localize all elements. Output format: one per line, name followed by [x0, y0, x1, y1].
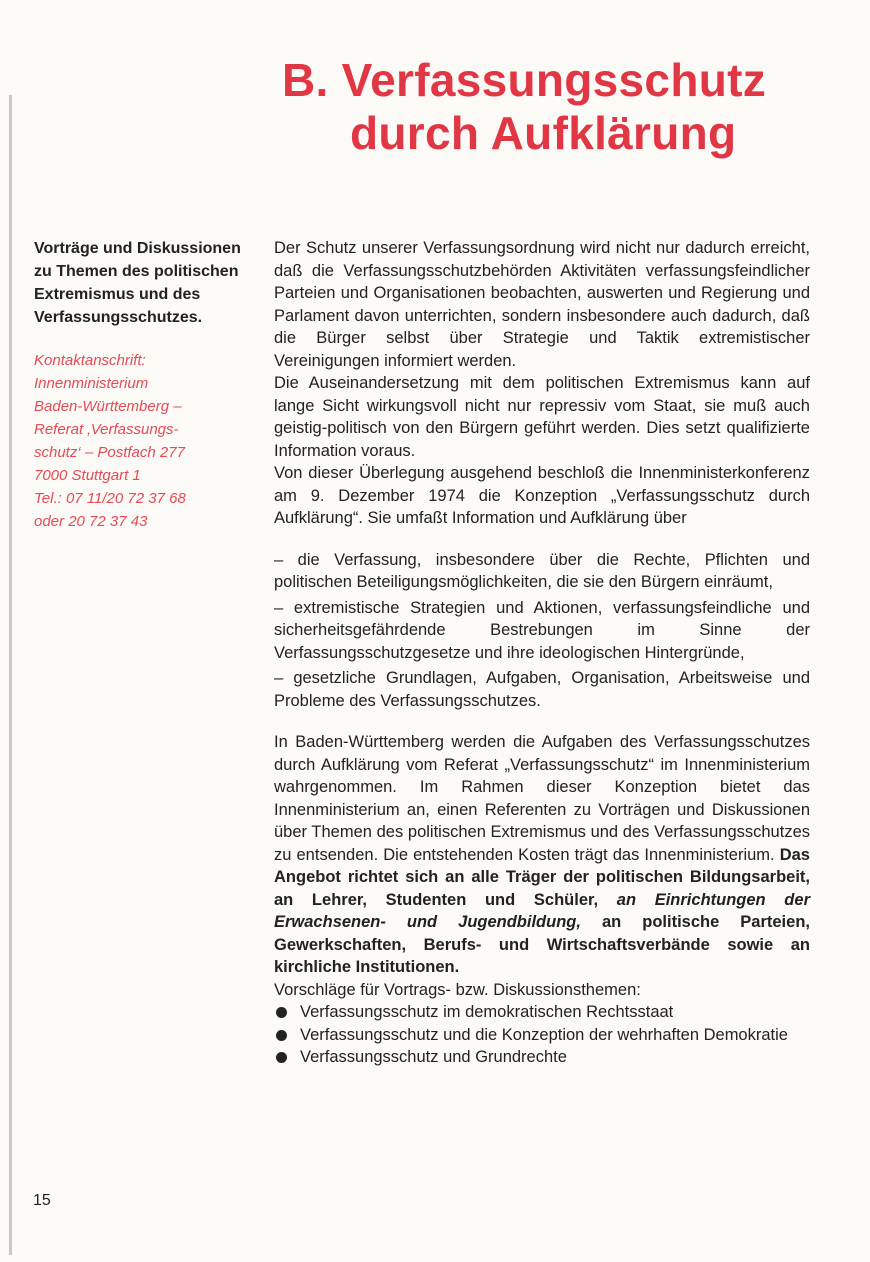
- information-topics-list: [274, 549, 810, 713]
- intro-paragraph: Von dieser Überlegung ausgehend beschloß die Innenministerkonferenz am 9. Dezember 1974 die Konzeption „Verfassungsschutz durch Aufklärung“. Sie umfaßt Information und Aufklärung über: [274, 464, 810, 527]
- contact-line: Kontaktanschrift:: [34, 352, 146, 369]
- title-line-2: durch Aufklärung: [350, 107, 737, 159]
- topic-label: Verfassungsschutz und Grundrechte: [300, 1048, 567, 1066]
- topic-item: [274, 1046, 810, 1069]
- intro-section: [274, 237, 810, 530]
- contact-address: [34, 349, 249, 533]
- contact-line: Innenministerium: [34, 375, 149, 392]
- contact-line: schutz‘ – Postfach 277: [34, 444, 185, 461]
- list-item: – extremistische Strategien und Aktionen, verfassungsfeindliche und sicherheitsgefährdende Bestrebungen im Sinne der Verfassungsschutzgesetze und ihre ideologischen Hintergründe,: [274, 598, 810, 662]
- list-item: – die Verfassung, insbesondere über die Rechte, Pflichten und politischen Beteiligungsmöglichkeiten, die sie den Bürgern einräumt,: [274, 550, 810, 591]
- bullet-dot-icon: [276, 1030, 287, 1041]
- contact-line: Tel.: 07 11/20 72 37 68: [34, 490, 186, 507]
- topic-item: [274, 1001, 810, 1024]
- intro-paragraph: Die Auseinandersetzung mit dem politischen Extremismus kann auf lange Sicht wirkungsvoll nicht nur repressiv vom Staat, sie muß auch geistig-politisch von den Bürgern geführt werden. Dies setzt qualifizierte Information voraus.: [274, 374, 810, 460]
- page-title: [282, 54, 766, 160]
- title-line-1: B. Verfassungsschutz: [282, 54, 767, 106]
- sidebar: [34, 237, 249, 533]
- offer-audience-text: Das Angebot richtet sich an alle Träger der politischen Bildungsarbeit, an Lehrer, Studenten und Schüler,: [274, 845, 810, 909]
- bw-text: In Baden-Württemberg werden die Aufgaben des Verfassungsschutzes durch Aufklärung vom Referat „Verfassungsschutz“ im Innenministerium wahrgenommen. Im Rahmen dieser Konzeption bietet das Innenministerium an, einen Referenten zu Vorträgen und Diskussionen über Themen des politischen Extremismus und des Verfassungsschutzes zu entsenden. Die entstehenden Kosten trägt das Innenministerium.: [274, 733, 810, 864]
- offer-audience-italic-text: an Einrichtungen der Erwachsenen- und Jugendbildung,: [274, 890, 810, 931]
- contact-line: 7000 Stuttgart 1: [34, 467, 141, 484]
- main-text: [274, 237, 810, 1069]
- intro-paragraph: Der Schutz unserer Verfassungsordnung wird nicht nur dadurch erreicht, daß die Verfassungsschutzbehörden Aktivitäten verfassungsfeindlicher Parteien und Organisationen beobachten, auswerten und Regierung und Parlament davon unterrichten, sondern insbesondere auch dadurch, daß die Bürger selbst über Strategie und Taktik extremistischer Vereinigungen informiert werden.: [274, 239, 810, 370]
- topic-label: Verfassungsschutz im demokratischen Rechtsstaat: [300, 1003, 674, 1021]
- topic-label: Verfassungsschutz und die Konzeption der wehrhaften Demokratie: [300, 1025, 788, 1044]
- contact-line: Baden-Württemberg –: [34, 398, 182, 415]
- contact-line: Referat ‚Verfassungs-: [34, 421, 179, 438]
- sidebar-heading: Vorträge und Diskussionen zu Themen des politischen Extremismus und des Verfassungsschutzes.: [34, 240, 241, 326]
- page-spine-line: [9, 95, 12, 1255]
- bullet-dot-icon: [276, 1007, 287, 1018]
- suggestions-heading: Vorschläge für Vortrags- bzw. Diskussionsthemen:: [274, 980, 641, 999]
- contact-line: oder 20 72 37 43: [34, 513, 148, 530]
- offer-audience-text-2: an politische Parteien, Gewerkschaften, Berufs- und Wirtschaftsverbände sowie an kirchliche Institutionen.: [274, 913, 810, 976]
- baden-wuerttemberg-paragraph: [274, 731, 810, 979]
- topic-item: [274, 1024, 810, 1047]
- list-item: – gesetzliche Grundlagen, Aufgaben, Organisation, Arbeitsweise und Probleme des Verfassungsschutzes.: [274, 669, 810, 710]
- page-number: 15: [33, 1192, 51, 1209]
- bullet-dot-icon: [276, 1052, 287, 1063]
- suggested-topics-list: [274, 1001, 810, 1069]
